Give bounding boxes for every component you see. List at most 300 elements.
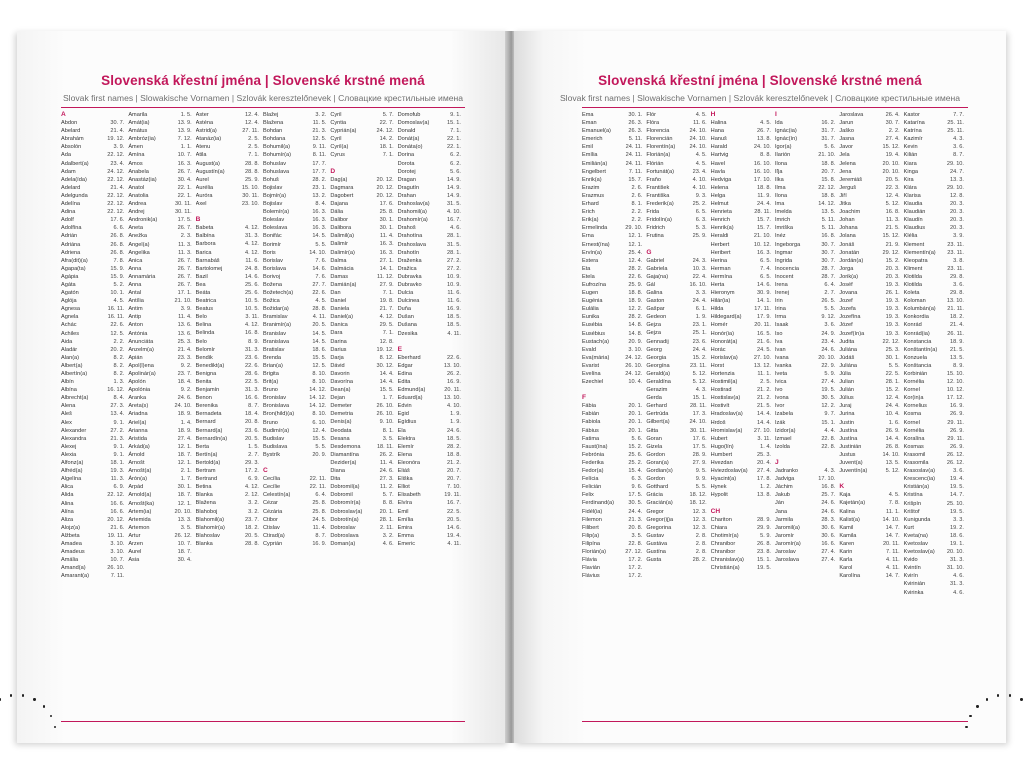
name-entry [128, 467, 191, 475]
first-name: Apol(l)ena [128, 362, 154, 369]
name-entry [775, 394, 835, 402]
first-name: Dorota [397, 160, 415, 167]
name-entry [711, 200, 771, 208]
first-name: Edita [397, 379, 411, 385]
name-entry [263, 305, 326, 313]
first-name: Julian [839, 379, 854, 386]
name-day-date: 17. 8. [756, 476, 771, 483]
name-entry [904, 475, 964, 483]
first-name: Árón(a) [128, 476, 147, 483]
first-name: Krišpín [903, 500, 922, 507]
name-day-date: 19. 3. [885, 330, 900, 337]
first-name: Edvin [397, 403, 412, 410]
name-day-date: 26. 10. [376, 403, 394, 410]
first-name: Cézar [262, 500, 278, 507]
first-name: Iveta [774, 371, 788, 377]
name-day-date: 31. 5. [446, 241, 461, 248]
name-entry [196, 386, 259, 394]
name-entry [904, 589, 964, 597]
name-entry [904, 305, 964, 313]
name-entry [128, 419, 191, 427]
name-day-date: 24. 8. [244, 265, 259, 272]
name-entry [582, 483, 642, 491]
name-entry [646, 111, 706, 119]
first-name: Adelgunda [61, 192, 88, 199]
name-entry [582, 151, 642, 159]
binding-hole-dot [976, 705, 978, 707]
first-name: Boris [262, 249, 276, 256]
name-entry [196, 370, 259, 378]
name-day-date: 1. 9. [695, 314, 707, 321]
name-day-date: 9. 6. [631, 484, 643, 491]
first-name: Flóra [646, 120, 660, 127]
name-day-date: 15. 7. [756, 217, 771, 224]
name-day-date: 10. 4. [885, 411, 900, 418]
first-name: Helena [710, 184, 729, 191]
right-name-columns [582, 111, 968, 719]
first-name: Etela [582, 273, 595, 280]
name-day-date: 29. 10. [625, 225, 643, 232]
name-day-date: 16. 10. [689, 281, 707, 288]
first-name: Axel [195, 201, 207, 208]
first-name: J [774, 458, 779, 466]
name-entry [839, 467, 899, 475]
name-day-date: 5. 5. [695, 484, 707, 491]
name-day-date: 19. 3. [885, 314, 900, 321]
first-name: C [262, 467, 268, 475]
name-entry [839, 305, 899, 313]
name-day-date: 25. 8. [312, 500, 327, 507]
name-entry [398, 475, 461, 483]
name-entry [904, 176, 964, 184]
first-name: Absolón [61, 144, 82, 151]
name-entry [330, 200, 393, 208]
name-entry [711, 362, 771, 370]
name-day-date: 5. 6. [450, 168, 461, 175]
name-entry [582, 435, 642, 443]
name-entry [398, 524, 461, 532]
name-entry [775, 249, 835, 257]
first-name: Brenda [262, 354, 282, 361]
first-name: Isaak [774, 322, 789, 329]
name-entry [582, 143, 642, 151]
first-name: Anica [128, 257, 143, 264]
name-day-date: 3. 10. [110, 540, 125, 547]
first-name: Ezechiel [582, 379, 604, 386]
first-name: Alfréd(a) [61, 468, 83, 475]
name-entry [398, 467, 461, 475]
name-entry [839, 289, 899, 297]
name-entry [263, 338, 326, 346]
name-day-date: 14. 4. [756, 411, 771, 418]
first-name: Bystrík [262, 451, 281, 458]
name-day-date: 22. 12. [107, 176, 125, 183]
first-name: Jarmila [774, 516, 794, 523]
first-name: Ctibor [262, 516, 278, 523]
first-name: Kvintín [903, 565, 921, 572]
name-entry [330, 459, 393, 467]
first-name: Borislav [262, 257, 283, 264]
name-entry [330, 467, 393, 475]
name-day-date: 24. 6. [821, 500, 836, 507]
name-entry [582, 119, 642, 127]
left-bottom-rule [61, 721, 465, 722]
first-name: Juraj [839, 403, 852, 410]
name-day-date: 24. 5. [756, 346, 771, 353]
name-entry [646, 216, 706, 224]
name-entry [711, 394, 771, 402]
first-name: Irma [774, 314, 787, 321]
first-name: Barnabáš [195, 257, 220, 264]
first-name: Desdemona [330, 443, 361, 450]
name-day-date: 13. 3. [949, 176, 964, 183]
name-entry [61, 467, 124, 475]
name-entry [330, 394, 393, 402]
binding-hole-dot [986, 698, 988, 700]
first-name: Eliška [397, 476, 413, 483]
name-day-date: 31. 3. [244, 233, 259, 240]
name-day-date: 30. 7. [110, 120, 125, 127]
name-day-date: 28. 3. [821, 516, 836, 523]
name-entry [775, 508, 835, 516]
name-entry [196, 443, 259, 451]
first-name: Dalimil(a) [330, 233, 354, 240]
first-name: Eman [582, 120, 597, 127]
name-entry [330, 435, 393, 443]
first-name: Duňa [397, 306, 412, 313]
name-day-date: 18. 8. [821, 192, 836, 199]
name-day-date: 3. 11. [245, 314, 259, 321]
first-name: Emil [397, 508, 409, 515]
name-entry [646, 516, 706, 524]
first-name: Jolana [839, 233, 856, 240]
name-entry [196, 168, 259, 176]
name-day-date: 28. 7. [821, 265, 836, 272]
name-entry [646, 127, 706, 135]
name-day-date: 24. 4. [885, 403, 900, 410]
first-name: Amátus [128, 128, 148, 135]
first-name: Juvent(a) [839, 460, 863, 467]
name-day-date: 30. 7. [821, 257, 836, 264]
name-entry [330, 151, 393, 159]
name-entry [711, 176, 771, 184]
name-day-date: 4. 6. [450, 225, 461, 232]
first-name: Dušana [397, 322, 417, 329]
name-entry [582, 184, 642, 192]
first-name: Alexia [61, 451, 77, 458]
name-day-date: 18. 8. [756, 184, 771, 191]
first-name: Božidar(a) [262, 306, 289, 313]
name-day-date: 18. 5. [446, 314, 461, 321]
first-name: Bojislav [262, 184, 283, 191]
name-day-date: 4. 3. [953, 136, 964, 143]
first-name: Bohuslava [262, 168, 290, 175]
name-entry [582, 232, 642, 240]
first-name: Erazim [582, 184, 600, 191]
name-day-date: 26. 7. [177, 225, 192, 232]
first-name: Daniela [330, 306, 350, 313]
name-day-date: 13. 10. [443, 362, 461, 369]
name-entry [839, 499, 899, 507]
name-day-date: 24. 10. [689, 419, 707, 426]
first-name: Agapa(ta) [61, 265, 86, 272]
name-entry [61, 297, 124, 305]
name-day-date: 17. 11. [754, 306, 771, 313]
first-name: Denis(a) [330, 419, 352, 426]
name-entry [330, 329, 393, 337]
first-name: Goran(a) [646, 459, 669, 466]
letter-heading [61, 111, 124, 119]
first-name: Dávid [330, 362, 345, 369]
name-day-date: 17. 6. [379, 200, 394, 207]
first-name: Chiara [710, 524, 728, 531]
name-entry [711, 386, 771, 394]
name-entry [646, 281, 706, 289]
first-name: Andrej [128, 209, 145, 216]
first-name: Alena [61, 403, 76, 410]
name-entry [775, 265, 835, 273]
name-day-date: 12. 3. [692, 508, 707, 515]
name-entry [61, 419, 124, 427]
name-entry [196, 192, 259, 200]
first-name: Ingrida [774, 257, 793, 264]
name-entry [582, 289, 642, 297]
name-entry [398, 200, 461, 208]
name-day-date: 18. 8. [628, 290, 643, 297]
name-entry [646, 467, 706, 475]
name-day-date: 4. 6. [953, 573, 964, 580]
name-entry [128, 508, 191, 516]
name-day-date: 13. 12. [753, 362, 771, 369]
first-name: Ariel(a) [128, 419, 147, 426]
name-entry [330, 216, 393, 224]
name-entry [711, 208, 771, 216]
name-day-date: 3. 9. [113, 144, 125, 151]
name-day-date: 14. 12. [818, 201, 836, 208]
name-day-date: 4. 11. [447, 540, 461, 547]
name-day-date: 12. 5. [110, 330, 125, 337]
name-day-date: 27. 10. [753, 354, 771, 361]
first-name: Albertín(a) [61, 371, 88, 377]
first-name: Danica [330, 322, 348, 329]
name-entry [330, 297, 393, 305]
name-day-date: 7. 1. [450, 128, 461, 135]
first-name: Goran [646, 435, 662, 442]
name-day-date: 8. 2. [113, 354, 125, 361]
name-day-date: 16. 2. [821, 120, 836, 127]
name-entry [263, 135, 326, 143]
name-entry [646, 459, 706, 467]
first-name: Emília [582, 152, 598, 159]
name-day-date: 27. 9. [379, 281, 394, 288]
first-name: Drahan [397, 192, 416, 199]
name-column [839, 111, 903, 719]
first-name: Erhard [582, 201, 599, 208]
section-gap [330, 160, 393, 168]
name-entry [263, 192, 326, 200]
name-day-date: 26. 9. [949, 427, 964, 434]
first-name: Antília [128, 298, 144, 305]
first-name: Bernard [195, 419, 216, 426]
first-name: Jorga [839, 265, 854, 272]
name-entry [582, 362, 642, 370]
name-day-date: 7. 12. [177, 136, 192, 143]
first-name: Abdon [61, 120, 78, 127]
name-day-date: 6. 5. [760, 257, 771, 264]
name-day-date: 30. 1. [379, 217, 394, 224]
name-day-date: 12. 2. [628, 306, 643, 313]
name-entry [61, 289, 124, 297]
name-day-date: 14. 10. [882, 516, 900, 523]
name-day-date: 2. 1. [180, 468, 192, 475]
name-entry [330, 362, 393, 370]
first-name: Asténa [195, 120, 214, 127]
name-day-date: 11. 3. [178, 241, 192, 248]
name-entry [711, 119, 771, 127]
name-entry [61, 386, 124, 394]
name-entry [196, 475, 259, 483]
name-entry [61, 394, 124, 402]
first-name: Karol [839, 565, 853, 572]
name-day-date: 14. 12. [309, 395, 327, 402]
section-gap [582, 386, 642, 394]
first-name: Irenej [774, 290, 789, 297]
name-entry [646, 427, 706, 435]
first-name: Arnošt [128, 460, 145, 467]
first-name: Arnošt(ka) [128, 500, 155, 507]
name-day-date: 20. 10. [818, 354, 836, 361]
name-day-date: 12. 4. [244, 112, 259, 118]
first-name: Brian(a) [262, 362, 283, 369]
first-name: Engelbert [582, 168, 606, 175]
first-name: Eunika [582, 314, 600, 321]
name-entry [904, 524, 964, 532]
name-day-date: 19. 5. [949, 484, 964, 491]
first-name: Adelína [61, 201, 80, 208]
first-name: Gracián(a) [646, 500, 673, 507]
name-entry [398, 289, 461, 297]
name-day-date: 6. 1. [695, 306, 707, 313]
name-day-date: 10. 3. [692, 265, 707, 272]
name-entry [330, 208, 393, 216]
name-entry [128, 330, 191, 338]
name-day-date: 25. 2. [628, 459, 643, 466]
name-entry [196, 184, 259, 192]
first-name: Horác [710, 346, 726, 353]
first-name: Eduard(a) [397, 395, 423, 402]
name-day-date: 13. 8. [756, 136, 771, 143]
name-day-date: 17. 5. [628, 492, 643, 499]
first-name: Budimír(a) [262, 427, 290, 434]
name-day-date: 28. 1. [885, 379, 900, 386]
name-entry [839, 176, 899, 184]
letter-heading [711, 508, 771, 516]
name-entry [263, 281, 326, 289]
first-name: Eusébius [582, 330, 606, 337]
name-entry [263, 127, 326, 135]
name-entry [330, 386, 393, 394]
name-entry [330, 540, 393, 548]
name-entry [582, 564, 642, 572]
first-name: Kinga [903, 168, 918, 175]
name-day-date: 28. 6. [244, 370, 259, 377]
name-day-date: 3. 10. [110, 549, 125, 556]
name-day-date: 16. 7. [446, 500, 461, 507]
name-day-date: 20. 5. [312, 322, 327, 329]
first-name: Eliáš [397, 468, 410, 475]
name-entry [904, 564, 964, 572]
name-day-date: 22. 11. [309, 484, 327, 491]
name-entry [904, 313, 964, 321]
first-name: Faust(ína) [582, 443, 608, 450]
name-entry [263, 168, 326, 176]
name-day-date: 30. 7. [821, 249, 836, 256]
first-name: Horst [710, 362, 725, 369]
first-name: Ilarión [774, 152, 791, 159]
name-day-date: 16. 3. [312, 217, 327, 224]
name-day-date: 24. 11. [625, 144, 643, 151]
first-name: Benon [195, 395, 212, 402]
name-day-date: 30. 6. [821, 524, 836, 531]
name-entry [839, 451, 899, 459]
name-entry [398, 451, 461, 459]
name-entry [775, 224, 835, 232]
name-entry [582, 410, 642, 418]
first-name: Hanuš [710, 136, 727, 143]
name-day-date: 18. 9. [628, 298, 643, 305]
name-day-date: 16. 9. [312, 540, 327, 547]
name-day-date: 20. 1. [628, 427, 643, 434]
name-day-date: 19. 5. [949, 508, 964, 515]
name-day-date: 8. 2. [113, 371, 125, 377]
first-name: Apolón [128, 379, 146, 386]
name-entry [330, 111, 393, 119]
name-day-date: 2. 6. [631, 184, 643, 191]
first-name: Karolína [839, 573, 861, 580]
name-day-date: 26. 8. [110, 241, 125, 248]
name-day-date: 14. 1. [379, 265, 394, 272]
first-name: Algelína [61, 476, 82, 483]
name-entry [61, 524, 124, 532]
name-entry [61, 532, 124, 540]
name-entry [196, 240, 259, 248]
first-name: Ignác(ia) [774, 128, 797, 135]
name-day-date: 11. 6. [447, 298, 461, 305]
name-entry [646, 354, 706, 362]
name-entry [263, 427, 326, 435]
name-entry [839, 281, 899, 289]
name-day-date: 22. 12. [107, 192, 125, 199]
name-entry [128, 241, 191, 249]
first-name: Dalimír(a) [330, 249, 355, 256]
name-entry [263, 241, 326, 249]
name-entry [775, 168, 835, 176]
name-entry [582, 556, 642, 564]
name-entry [582, 305, 642, 313]
name-day-date: 27. 4. [821, 557, 836, 564]
name-day-date: 24. 6. [379, 468, 394, 475]
name-entry [196, 111, 259, 119]
name-day-date: 1. 1. [180, 144, 192, 151]
name-day-date: 22. 5. [446, 508, 461, 515]
right-page-subtitle: Slovak first names | Slowakische Vornamen | Szlovák keresztelőnevek | Словацкие крестильные имена [559, 93, 961, 103]
name-entry [330, 427, 393, 435]
name-entry [711, 224, 771, 232]
name-day-date: 11. 6. [245, 257, 259, 264]
first-name: Ilma [774, 184, 786, 191]
name-entry [398, 516, 461, 524]
first-name: August(a) [195, 160, 220, 167]
